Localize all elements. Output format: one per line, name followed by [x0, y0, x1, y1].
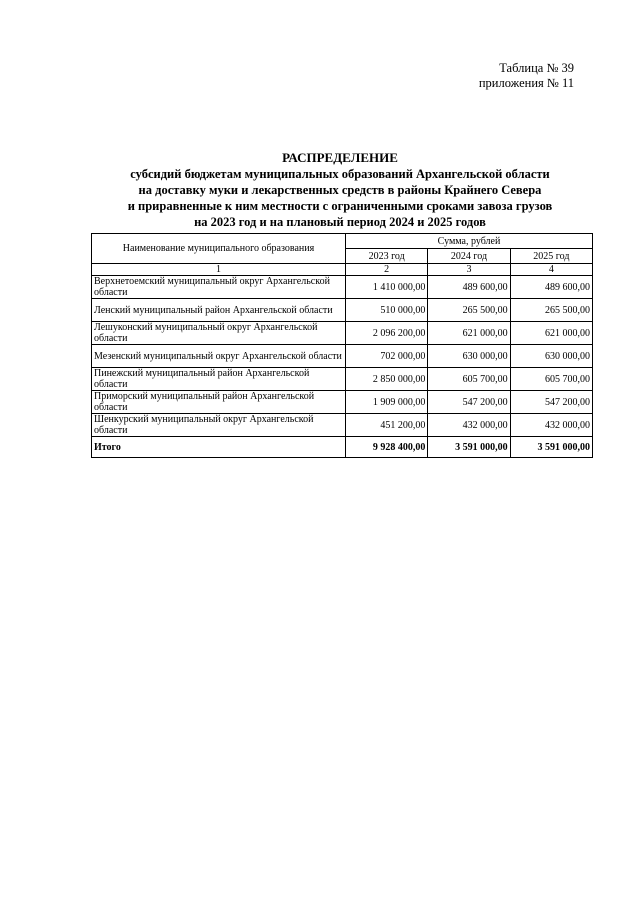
- amount-2024: 605 700,00: [428, 368, 510, 391]
- amount-2023: 1 909 000,00: [346, 391, 428, 414]
- amount-2025: 630 000,00: [510, 345, 592, 368]
- heading-line-3: и приравненные к ним местности с ограниченными сроками завоза грузов: [127, 199, 553, 213]
- amount-2023: 1 410 000,00: [346, 276, 428, 299]
- total-2023: 9 928 400,00: [346, 437, 428, 458]
- municipality-name: Ленский муниципальный район Архангельской области: [92, 299, 346, 322]
- column-index: 3: [428, 264, 510, 276]
- table-row: [92, 276, 593, 299]
- municipality-name: Приморский муниципальный район Архангельской области: [92, 391, 346, 414]
- table-row: [92, 299, 593, 322]
- heading-title: РАСПРЕДЕЛЕНИЕ: [282, 150, 398, 165]
- amount-2024: 432 000,00: [428, 414, 510, 437]
- amount-2023: 2 850 000,00: [346, 368, 428, 391]
- amount-2023: 510 000,00: [346, 299, 428, 322]
- amount-2023: 702 000,00: [346, 345, 428, 368]
- table-row: [92, 414, 593, 437]
- heading-line-2: на доставку муки и лекарственных средств в районы Крайнего Севера: [138, 183, 542, 197]
- heading-line-1: субсидий бюджетам муниципальных образований Архангельской области: [130, 167, 550, 181]
- amount-2024: 489 600,00: [428, 276, 510, 299]
- table-row: [92, 391, 593, 414]
- total-2024: 3 591 000,00: [428, 437, 510, 458]
- amount-2025: 621 000,00: [510, 322, 592, 345]
- table-reference: [479, 61, 574, 91]
- amount-2025: 432 000,00: [510, 414, 592, 437]
- column-index: 4: [510, 264, 592, 276]
- heading-line-4: на 2023 год и на плановый период 2024 и 2025 годов: [194, 215, 486, 229]
- document-heading: [60, 150, 620, 230]
- header-name: Наименование муниципального образования: [92, 234, 346, 264]
- table-row: [92, 345, 593, 368]
- amount-2025: 489 600,00: [510, 276, 592, 299]
- total-2025: 3 591 000,00: [510, 437, 592, 458]
- amount-2025: 547 200,00: [510, 391, 592, 414]
- column-index: 1: [92, 264, 346, 276]
- table-number: Таблица № 39: [499, 61, 574, 75]
- amount-2024: 265 500,00: [428, 299, 510, 322]
- amount-2025: 605 700,00: [510, 368, 592, 391]
- amount-2024: 630 000,00: [428, 345, 510, 368]
- total-row: [92, 437, 593, 458]
- table-row: [92, 368, 593, 391]
- total-label: Итого: [92, 437, 346, 458]
- header-year-2025: 2025 год: [510, 249, 592, 264]
- table-row: [92, 322, 593, 345]
- municipality-name: Верхнетоемский муниципальный округ Архангельской области: [92, 276, 346, 299]
- municipality-name: Пинежский муниципальный район Архангельской области: [92, 368, 346, 391]
- amount-2023: 451 200,00: [346, 414, 428, 437]
- appendix-number: приложения № 11: [478, 76, 574, 90]
- header-year-2024: 2024 год: [428, 249, 510, 264]
- municipality-name: Шенкурский муниципальный округ Архангельской области: [92, 414, 346, 437]
- header-sum: Сумма, рублей: [346, 234, 593, 249]
- amount-2025: 265 500,00: [510, 299, 592, 322]
- amount-2024: 547 200,00: [428, 391, 510, 414]
- municipality-name: Лешуконский муниципальный округ Архангельской области: [92, 322, 346, 345]
- header-year-2023: 2023 год: [346, 249, 428, 264]
- amount-2023: 2 096 200,00: [346, 322, 428, 345]
- municipality-name: Мезенский муниципальный округ Архангельской области: [92, 345, 346, 368]
- subsidy-table: [91, 233, 593, 458]
- column-index: 2: [346, 264, 428, 276]
- amount-2024: 621 000,00: [428, 322, 510, 345]
